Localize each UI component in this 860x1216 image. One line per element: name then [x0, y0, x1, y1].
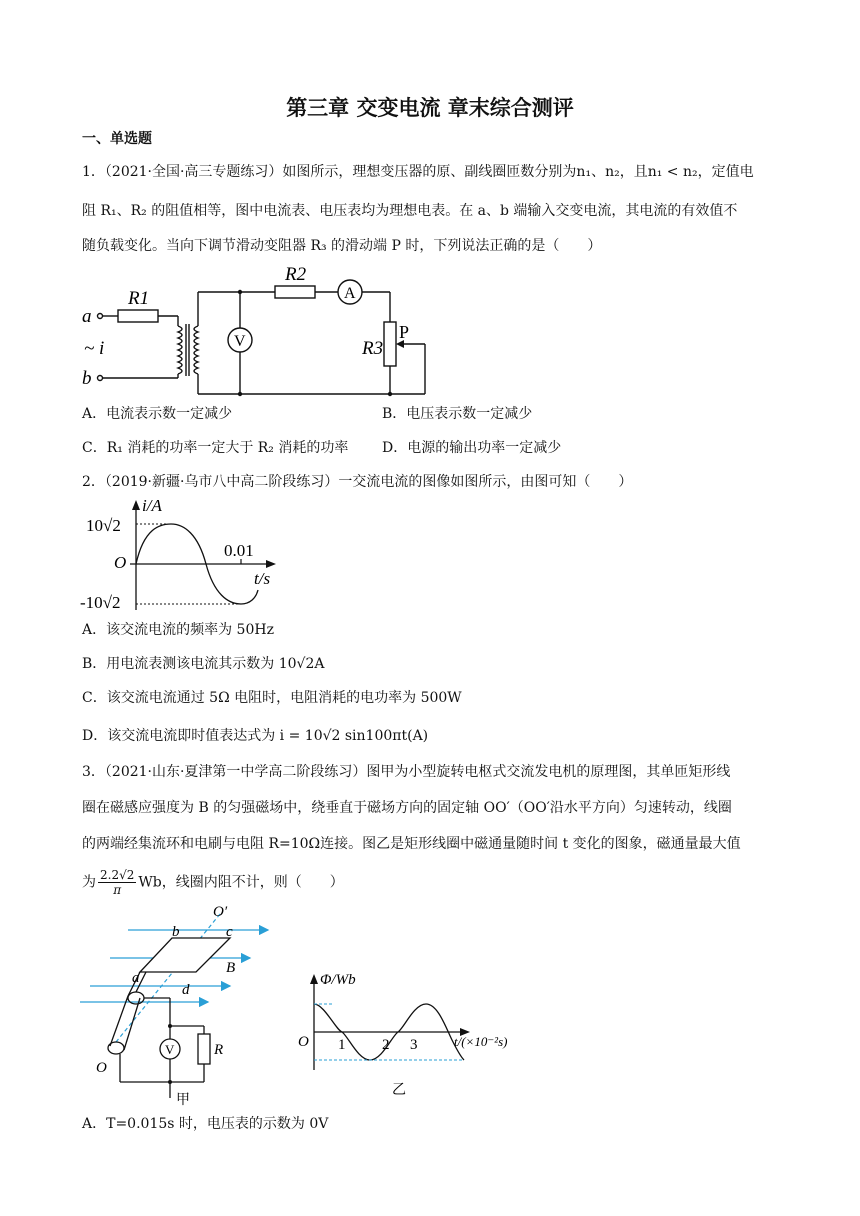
resistor-r-label: R [214, 1042, 224, 1058]
figure-yi-caption: 乙 [392, 1083, 406, 1098]
q1-label-p: P [399, 322, 410, 342]
q1-label-r2: R2 [285, 264, 307, 285]
q3-stem-line2: 圈在磁感应强度为 B 的匀强磁场中，绕垂直于磁场方向的固定轴 OO′（OO′沿水平方向）匀速转动，线圈 [82, 800, 732, 816]
q2-y-min-label: -10√2 [80, 593, 121, 612]
q3-stem-line4-pre: 为 [82, 874, 96, 891]
q3-option-a[interactable]: A．T=0.015s 时，电压表的示数为 0V [82, 1116, 329, 1132]
q1-option-d[interactable]: D．电源的输出功率一定减少 [382, 440, 562, 456]
axis-o-prime-label: O′ [213, 906, 228, 920]
tick-2-label: 2 [382, 1037, 390, 1053]
page-title: 第三章 交变电流 章末综合测评 [286, 96, 574, 120]
field-b-label: B [226, 960, 236, 976]
q1-option-b[interactable]: B．电压表示数一定减少 [382, 406, 533, 422]
q1-stem-line3: 随负载变化。当向下调节滑动变阻器 R₃ 的滑动端 P 时，下列说法正确的是（ ） [82, 238, 602, 254]
q1-label-r1: R1 [128, 288, 150, 309]
q3-stem-line4-post: Wb，线圈内阻不计，则（ ） [138, 874, 344, 891]
q3-origin-label: O [298, 1034, 309, 1050]
axis-o-label: O [96, 1060, 107, 1076]
flux-axis-label: Φ/Wb [320, 972, 356, 988]
q1-circuit-diagram [80, 262, 450, 398]
q1-option-c[interactable]: C．R₁ 消耗的功率一定大于 R₂ 消耗的功率 [82, 440, 349, 456]
q1-stem-line2: 阻 R₁、R₂ 的阻值相等，图中电流表、电压表均为理想电表。在 a、b 端输入交变电流，其电流的有效值不 [82, 203, 738, 219]
section-heading: 一、单选题 [82, 131, 152, 147]
q2-option-c[interactable]: C．该交流电流通过 5Ω 电阻时，电阻消耗的电功率为 500W [82, 690, 462, 706]
fraction-denominator: π [113, 883, 122, 897]
corner-a-label: a [132, 970, 140, 986]
q2-x-tick-label: 0.01 [224, 541, 254, 560]
q3-flux-graph [294, 970, 524, 1100]
q3-stem-line4 [82, 868, 782, 897]
q2-option-a[interactable]: A．该交流电流的频率为 50Hz [82, 622, 274, 638]
q1-terminal-b: b [82, 368, 92, 389]
q2-y-max-label: 10√2 [86, 516, 121, 535]
q2-option-d[interactable]: D．该交流电流即时值表达式为 i = 10√2 sin100πt(A) [82, 728, 429, 744]
corner-c-label: c [226, 924, 233, 940]
q2-option-b[interactable]: B．用电流表测该电流其示数为 10√2A [82, 656, 325, 672]
q3-generator-diagram [80, 906, 280, 1106]
corner-b-label: b [172, 924, 180, 940]
q2-sine-graph [80, 494, 300, 614]
q1-option-a[interactable]: A．电流表示数一定减少 [82, 406, 233, 422]
q2-x-axis-label: t/s [254, 569, 271, 588]
q2-y-axis-label: i/A [142, 496, 162, 515]
q3-stem-line3: 的两端经集流环和电刷与电阻 R=10Ω连接。图乙是矩形线圈中磁通量随时间 t 变化的图象，磁通量最大值 [82, 836, 741, 852]
q2-origin-label: O [114, 553, 127, 572]
q1-label-r3: R3 [362, 338, 384, 359]
fraction-numerator: 2.2√2 [100, 868, 135, 882]
q1-source-label: ~ i [84, 338, 105, 359]
voltmeter-v-label: V [165, 1042, 175, 1057]
tick-3-label: 3 [410, 1037, 418, 1053]
q3-stem-line1: 3．（2021·山东·夏津第一中学高二阶段练习）图甲为小型旋转电枢式交流发电机的原理图，其单匝矩形线 [82, 764, 731, 780]
figure-jia-caption: 甲 [176, 1093, 190, 1106]
corner-d-label: d [182, 982, 190, 998]
q1-terminal-a: a [82, 306, 92, 327]
flux-max-fraction [98, 868, 136, 897]
ammeter-label: A [344, 285, 356, 302]
tick-1-label: 1 [338, 1037, 346, 1053]
voltmeter-label: V [234, 333, 246, 350]
q2-stem: 2．（2019·新疆·乌市八中高二阶段练习）一交流电流的图像如图所示，由图可知（ ） [82, 474, 633, 490]
time-axis-label: t/(×10⁻²s) [454, 1034, 508, 1049]
q1-stem-line1: 1．（2021·全国·高三专题练习）如图所示，理想变压器的原、副线圈匝数分别为n₁、n₂，且n₁ < n₂，定值电 [82, 164, 754, 180]
